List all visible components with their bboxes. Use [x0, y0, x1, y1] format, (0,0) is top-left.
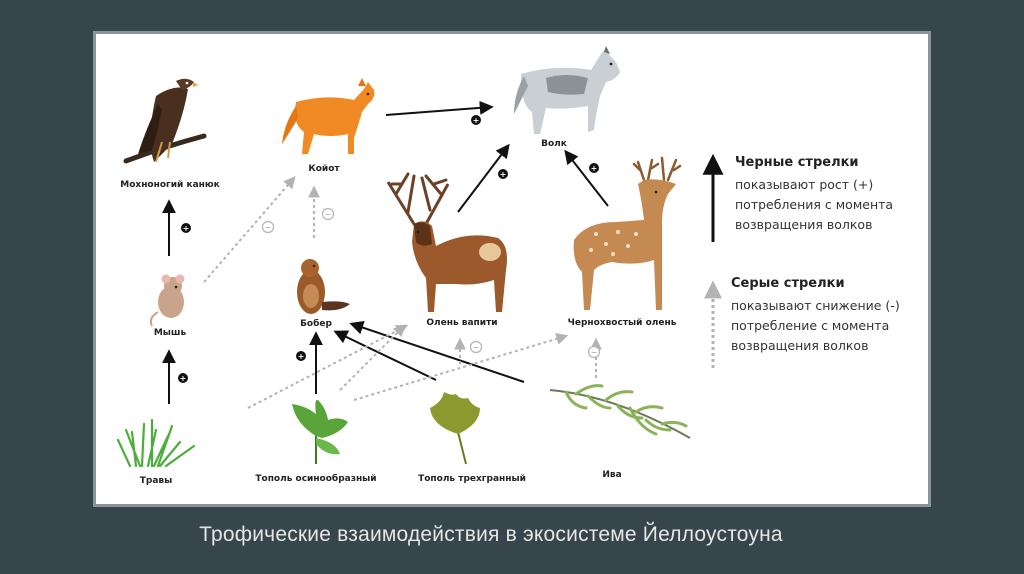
elk-illustration	[388, 174, 507, 312]
black-arrows	[169, 107, 608, 404]
arrow-mouse-to-coyote	[204, 178, 294, 282]
beaver-illustration	[297, 259, 350, 314]
arrow-muledeer-to-wolf	[566, 152, 608, 206]
minus-sign-beaver-coyote	[323, 209, 334, 220]
cottonwood-illustration	[430, 392, 480, 464]
label-aspen: Тополь осинообразный	[255, 474, 377, 484]
coyote-illustration	[282, 78, 374, 154]
legend-black-title: Черные стрелки	[735, 155, 859, 170]
arrow-elk-to-wolf	[458, 146, 508, 212]
gray-arrows	[204, 178, 596, 408]
sign-text: −	[590, 348, 598, 357]
label-coyote: Койот	[308, 164, 340, 174]
minus-sign-willow-muledeer	[589, 347, 600, 358]
label-elk: Олень вапити	[426, 318, 498, 328]
label-willow: Ива	[602, 470, 622, 480]
label-wolf: Волк	[541, 139, 567, 149]
aspen-illustration	[292, 400, 348, 464]
sign-text: +	[499, 170, 507, 179]
plus-sign-mouse-hawk	[181, 223, 191, 233]
sign-text: −	[324, 210, 332, 219]
arrow-grass-to-elk	[248, 326, 406, 408]
arrow-aspen-to-elk	[340, 326, 404, 390]
mouse-illustration	[151, 275, 185, 327]
sign-text: +	[590, 164, 598, 173]
label-mule-deer: Чернохвостый олень	[567, 318, 677, 328]
label-mouse: Мышь	[153, 328, 187, 338]
legend-gray-title: Серые стрелки	[731, 276, 845, 291]
diagram-card	[96, 34, 928, 504]
sign-text: +	[472, 116, 480, 125]
label-cottonwood: Тополь трехгранный	[418, 474, 526, 484]
sign-text: +	[182, 224, 190, 233]
willow-illustration	[550, 386, 690, 438]
label-beaver: Бобер	[300, 319, 332, 329]
food-web-diagram	[96, 34, 928, 504]
hawk-illustration	[126, 79, 204, 162]
wolf-illustration	[514, 46, 620, 134]
slide-caption: Трофические взаимодействия в экосистеме Йеллоустоуна	[199, 523, 783, 546]
sign-text: +	[297, 352, 305, 361]
sign-text: −	[264, 223, 272, 232]
plus-sign-grass-mouse	[178, 373, 188, 383]
grass-illustration	[118, 420, 194, 466]
minus-sign-mouse-coyote	[263, 222, 274, 233]
label-grass: Травы	[139, 476, 173, 486]
minus-sign-cottonwood-elk	[471, 342, 482, 353]
plus-sign-muledeer-wolf	[589, 163, 599, 173]
plus-sign-aspen-beaver	[296, 351, 306, 361]
plus-sign-elk-wolf	[498, 169, 508, 179]
arrow-cottonwood-to-beaver	[336, 332, 436, 380]
arrow-coyote-to-wolf	[386, 107, 491, 115]
sign-text: −	[472, 343, 480, 352]
sign-text: +	[179, 374, 187, 383]
plus-sign-coyote-wolf	[471, 115, 481, 125]
legend-gray-text: показывают снижение (-) потребление с момента возвращения волков	[731, 298, 900, 353]
label-hawk: Мохноногий канюк	[120, 180, 220, 190]
legend-black-text: показывают рост (+) потребления с момента возвращения волков	[735, 177, 894, 232]
